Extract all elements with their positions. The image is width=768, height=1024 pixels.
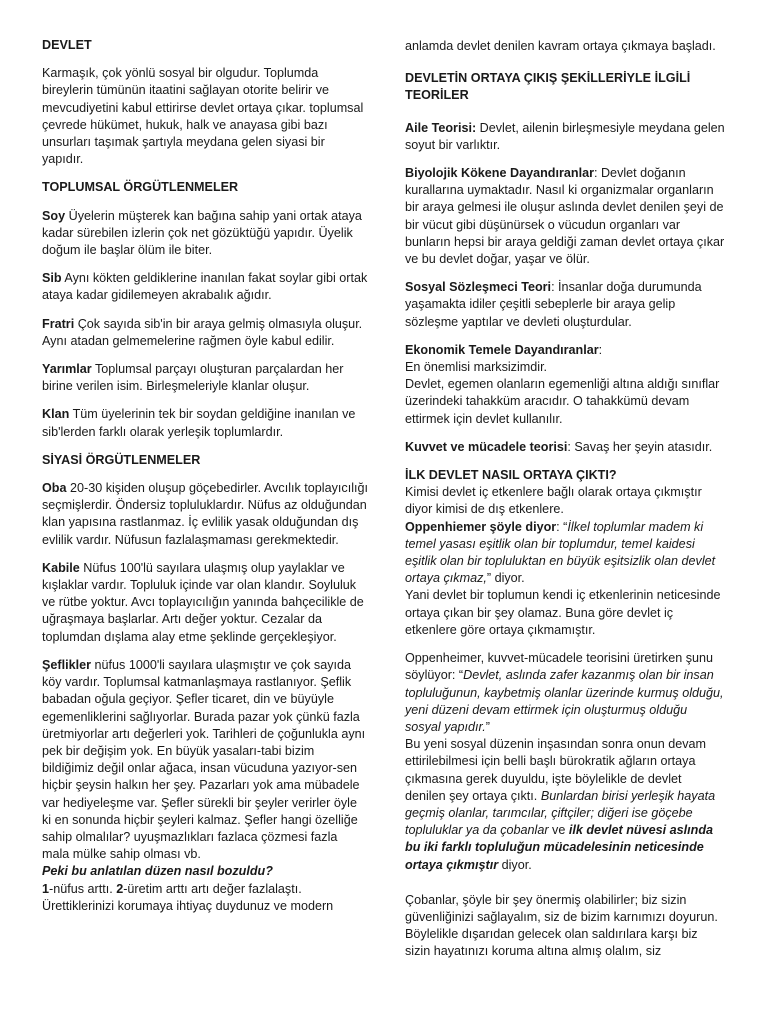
answer-1-text: -nüfus arttı. (49, 881, 117, 896)
soy-term: Soy (42, 208, 66, 223)
aile-paragraph (405, 120, 725, 154)
oppen-term: Oppenhiemer şöyle diyor (405, 519, 557, 534)
biyolojik-text: : Devlet doğanın kurallarına uymaktadır. Nasıl ki organizmalar organların bir araya gelmesi ile oluşur aslında devlet denilen şeyi de bir vücut gibi düşünürsek o vücudun organları var bunların hepsi bir araya geldiği zaman devlet ortaya çıkar ve bu devlet doğar, yaşar ve ölür. (405, 166, 725, 267)
fratri-term: Fratri (42, 316, 75, 331)
answer-line (42, 881, 368, 915)
oppen2-pre: Oppenheimer, kuvvet-mücadele teorisini üretirken şunu söylüyor: “ (405, 651, 714, 683)
yarimlar-term: Yarımlar (42, 362, 92, 377)
kuvvet-term: Kuvvet ve mücadele teorisi (405, 439, 568, 454)
aile-term: Aile Teorisi: (405, 120, 477, 135)
ekonomik-colon: : (598, 342, 603, 357)
ilk-paragraph: Kimisi devlet iç etkenlere bağlı olarak ortaya çıkmıştır diyor kimisi de dış etkenlere. (405, 485, 702, 517)
oppen-post: ” diyor. (486, 571, 525, 586)
kabile-text: Nüfus 100'lü sayılara ulaşmış olup yaylaklar ve kışlaklar vardır. Topluluk içinde var olan klandır. Soyluluk ve rütbe yoktur. Avcı toplayıcılığın yanında bahçecilikle de uğraşmaya başlarlar. Artı değer yoktur. Cezalar da toplumdan dışlama alay etme şeklinde gerçekleşiyor. (42, 560, 364, 644)
ilk-heading (405, 467, 725, 484)
kabile-paragraph (42, 560, 368, 646)
ekonomik-heading-line (405, 342, 725, 359)
oppen2-post: ” (485, 719, 490, 734)
ilk-heading-text: İLK DEVLET NASIL ORTAYA ÇIKTI? (405, 468, 617, 483)
devlet-paragraph: Karmaşık, çok yönlü sosyal bir olgudur. Toplumda bireylerin tümünün itaatini sağlayan otorite belirir ve mevcudiyetini kabul ettirirse devlet ortaya çıkar. toplumsal çevrede hükümet, hukuk, halk ve anayasa gibi bazı unsurları taşımak şartıyla meydana gelen siyasi bir yapıdır. (42, 66, 364, 167)
oppen-quote: İlkel toplumlar madem ki temel yasası eşitlik olan bir toplumdur, temel kaidesi eşitlik olan bir topluluktan en büyük eşitsizlik olan devlet ortaya çıkmaz, (405, 519, 716, 586)
sib-paragraph (42, 270, 368, 304)
klan-term: Klan (42, 407, 70, 422)
fratri-text: Çok sayıda sib'in bir araya gelmiş olmasıyla oluşur. Aynı atadan gelmemelerine rağmen öyle kabul edilir. (42, 316, 363, 348)
left-column (42, 37, 368, 915)
toplumsal-heading: TOPLUMSAL ÖRGÜTLENMELER (42, 180, 239, 195)
fratri-paragraph (42, 316, 368, 350)
sosyal-text: : İnsanlar doğa durumunda yaşamakta idiler çeşitli sebeplerle bir araya gelip sözleşme yaptılar ve devleti oluşturdular. (405, 280, 702, 329)
sib-term: Sib (42, 271, 62, 286)
bunlardan-italic: Bunlardan birisi yerleşik hayata geçmiş olanlar, tarımcılar, çiftçiler; diğeri ise göçebe topluluklar ya da çobanlar (405, 788, 716, 838)
ilk-devlet-bold: ilk devlet nüvesi aslında bu iki farklı topluluğun mücadelesinin neticesinde ortaya çıkmıştır (405, 823, 714, 872)
answer-2-num: 2 (116, 881, 124, 896)
aile-text: Devlet, ailenin birleşmesiyle meydana gelen soyut bir varlıktır. (405, 120, 725, 152)
answer-2-text: -üretim arttı artı değer fazlalaştı. Ürettiklerinizi korumaya ihtiyaç duydunuz ve modern (42, 881, 334, 913)
bu-yeni-paragraph (405, 736, 725, 874)
answer-1-num: 1 (42, 881, 50, 896)
devlet-heading: DEVLET (42, 38, 92, 52)
siyasi-heading: SİYASİ ÖRGÜTLENMELER (42, 452, 201, 467)
kuvvet-text: : Savaş her şeyin atasıdır. (567, 439, 713, 454)
question-line (42, 863, 368, 880)
oba-term: Oba (42, 481, 67, 496)
diyor-text: diyor. (498, 857, 532, 872)
cobanlar-paragraph: Çobanlar, şöyle bir şey önermiş olabilirler; biz sizin güvenliğinizi sağlayalım, siz de bizim karnımızı doyurun. Böylelikle dışarıdan gelecek olan saldırılara karşı biz sizin hayatınızı koruma altına almış olalım, siz (405, 892, 718, 959)
klan-paragraph (42, 406, 368, 440)
ekonomik-paragraph: Devlet, egemen olanların egemenliği altına aldığı sınıflar üzerindeki tahakküm aracıdır. O tahakkümü devam ettirmek için devlet kullanılır. (405, 377, 720, 426)
biyolojik-term: Biyolojik Kökene Dayandıranlar (405, 166, 594, 181)
seflikler-paragraph (42, 657, 368, 863)
yarimlar-text: Toplumsal parçayı oluşturan parçalardan her birine verilen isim. Birleşmeleriyle klanlar oluşur. (42, 362, 344, 394)
sib-text: Aynı kökten geldiklerine inanılan fakat soylar gibi ortak ataya kadar gidilemeyen akrabalık ağıdır. (42, 271, 368, 303)
klan-text: Tüm üyelerinin tek bir soydan geldiğine inanılan ve sib'lerden farklı olarak yerleşik toplumlardır. (42, 407, 356, 439)
soy-paragraph (42, 208, 368, 260)
question-text: Peki bu anlatılan düzen nasıl bozuldu? (42, 864, 273, 879)
ekonomik-term: Ekonomik Temele Dayandıranlar (405, 342, 599, 357)
oba-paragraph (42, 480, 368, 549)
biyolojik-paragraph (405, 165, 725, 268)
ve-text: ve (548, 823, 569, 838)
oppen2-quote: Devlet, aslında zafer kazanmış olan bir insan topluluğunun, kaybetmiş olanlar üzerinde kurmuş olduğu, yeni düzeni devam ettirmek için oluşturmuş olduğu sosyal yapıdır. (405, 668, 724, 734)
sosyal-paragraph (405, 279, 725, 331)
oppen-pre: : “ (556, 519, 568, 534)
soy-text: Üyelerin müşterek kan bağına sahip yani ortak ataya kadar sürebilen izlerin çok net gözüktüğü yapıdır. Üyelik doğum ile başlar ölüm ile biter. (42, 208, 362, 258)
yarimlar-paragraph (42, 361, 368, 395)
kuvvet-paragraph (405, 439, 725, 456)
ekonomik-line1: En önemlisi marksizimdir. (405, 360, 548, 375)
kabile-term: Kabile (42, 560, 80, 575)
oppen-paragraph (405, 519, 725, 588)
oba-text: 20-30 kişiden oluşup göçebedirler. Avcılık toplayıcılığı seçmişlerdir. Öndersiz topluluklardır. Nüfus az olduğundan klan yapısına rastlanmaz. İç evlilik yasak olduğundan dış evlilik vardır. Nüfusun fazlalaşmaması gerekmektedir. (42, 481, 368, 547)
continuation-paragraph: anlamda devlet denilen kavram ortaya çıkmaya başladı. (405, 39, 716, 53)
right-column (405, 38, 725, 972)
yani-paragraph: Yani devlet bir toplumun kendi iç etkenlerinin neticesinde ortaya çıkan bir şey olamaz. Buna göre devlet iç etkenlere göre ortaya çıkmamıştır. (405, 588, 721, 637)
bu-yeni-text: Bu yeni sosyal düzenin inşasından sonra onun devam ettirilebilmesi için belli başlı bürokratik ağların ortaya çıkmasına gerek duyuldu, işte böylelikle de devlet denilen şey ortaya çıktı. (405, 737, 707, 803)
teoriler-heading: DEVLETİN ORTAYA ÇIKIŞ ŞEKİLLERİYLE İLGİLİ TEORİLER (405, 71, 691, 103)
sosyal-term: Sosyal Sözleşmeci Teori (405, 280, 552, 295)
seflikler-text: nüfus 1000'li sayılara ulaşmıştır ve çok sayıda köy vardır. Toplumsal katmanlaşmaya rastlanıyor. Şeflik babadan oğula geçiyor. Şefler ticaret, din ve büyüyle egemenliklerini sağlıyorlar. Burada pazar yok çünkü fazla üretmiyorlar artı değerleri yok. Tarihleri de çoğunlukla aynı pek bir değişim yok. En büyük yasaları-tabi bizim bildiğimiz değil onlar ağaca, insan vücuduna yazıyor-sen hiçbir şeysin halkın her şey. Pazarları yok ama mübadele var hediyeleşme var. Şefler sürekli bir şeyler verirler öyle ki en sonunda hiçbir şeyleri kalmaz. Şefler hangi özelliğe sahip olmalılar? uyuşmazlıkları fazlaca çözmesi fazla mala mülke sahip olması vb. (42, 657, 366, 862)
seflikler-term: Şeflikler (42, 657, 92, 672)
oppen2-paragraph (405, 650, 725, 736)
